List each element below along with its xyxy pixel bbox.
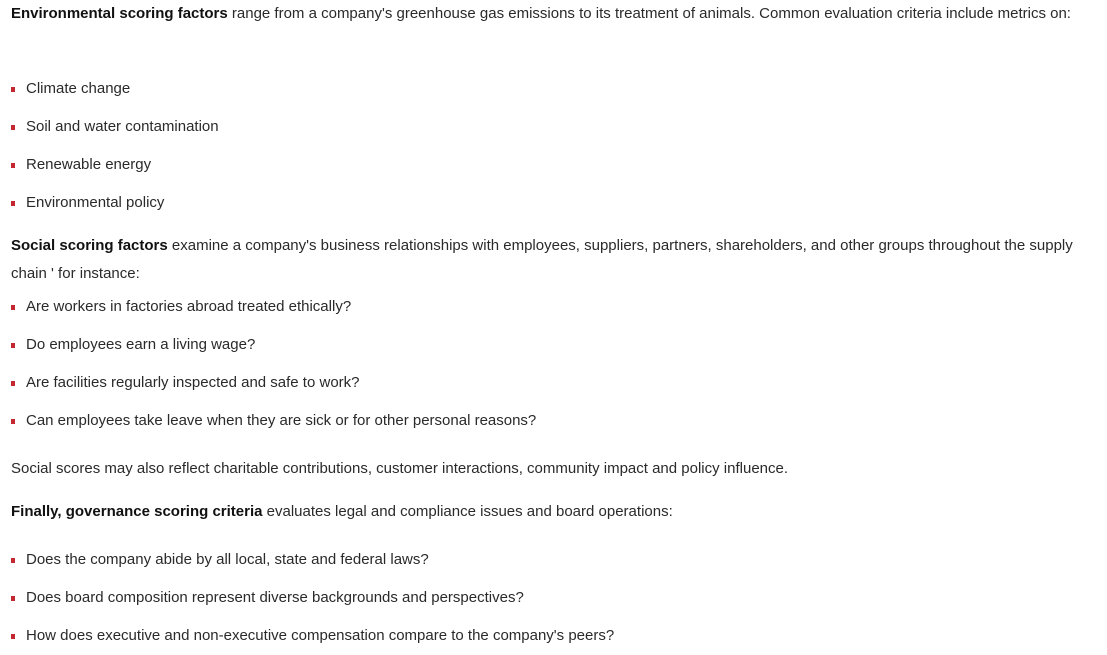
list-item-label: Are facilities regularly inspected and safe to work?: [26, 374, 360, 391]
list-item-label: Can employees take leave when they are sick or for other personal reasons?: [26, 412, 537, 429]
bullet-icon: [11, 201, 15, 206]
list-item-label: Climate change: [26, 80, 131, 97]
bullet-icon: [11, 343, 15, 348]
governance-intro: [11, 498, 1095, 526]
list-item-label: Soil and water contamination: [26, 118, 219, 135]
environmental-text: range from a company's greenhouse gas emissions to its treatment of animals. Common evaluation criteria include metrics on:: [227, 5, 1071, 22]
list-item-label: Does the company abide by all local, state and federal laws?: [26, 551, 429, 568]
bullet-icon: [11, 558, 15, 563]
bullet-icon: [11, 305, 15, 310]
list-item-label: Renewable energy: [26, 156, 152, 173]
environmental-heading: Environmental scoring factors: [11, 5, 228, 22]
social-heading: Social scoring factors: [11, 237, 168, 254]
governance-text: evaluates legal and compliance issues and board operations:: [262, 503, 673, 520]
bullet-icon: [11, 596, 15, 601]
list-item-label: Environmental policy: [26, 194, 165, 211]
social-note: Social scores may also reflect charitable contributions, customer interactions, community impact and policy influence.: [11, 460, 789, 477]
governance-heading: Finally, governance scoring criteria: [11, 503, 263, 520]
bullet-icon: [11, 381, 15, 386]
list-item-label: Are workers in factories abroad treated ethically?: [26, 298, 352, 315]
list-item-label: Does board composition represent diverse backgrounds and perspectives?: [26, 589, 524, 606]
bullet-icon: [11, 419, 15, 424]
list-item-label: How does executive and non-executive compensation compare to the company's peers?: [26, 627, 615, 644]
environmental-intro: [11, 0, 1095, 28]
list-item-label: Do employees earn a living wage?: [26, 336, 256, 353]
bullet-icon: [11, 125, 15, 130]
bullet-icon: [11, 87, 15, 92]
bullet-icon: [11, 163, 15, 168]
social-text: examine a company's business relationships with employees, suppliers, partners, shareholders, and other groups throughout the supply chain ' for instance:: [11, 237, 1073, 282]
bullet-icon: [11, 634, 15, 639]
social-intro: [11, 232, 1095, 288]
